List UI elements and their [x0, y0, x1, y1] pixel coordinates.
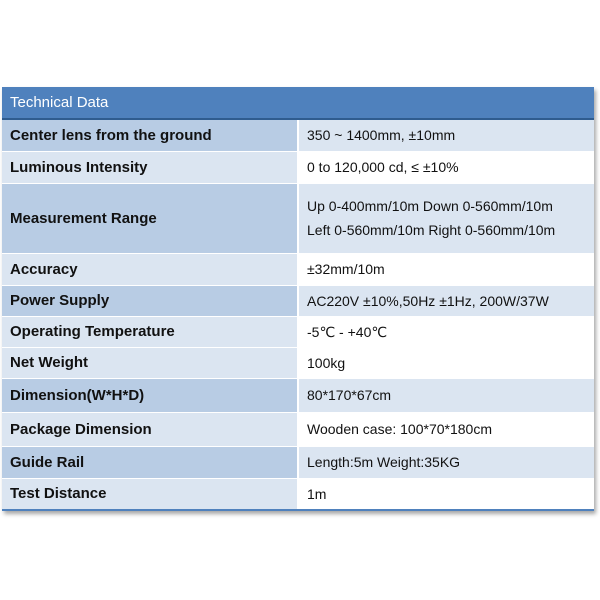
row-label-center-lens: Center lens from the ground	[2, 119, 298, 151]
row-label-accuracy: Accuracy	[2, 253, 298, 285]
row-label-test-distance: Test Distance	[2, 478, 298, 510]
row-label-guide-rail: Guide Rail	[2, 446, 298, 478]
table-row	[2, 446, 594, 478]
value-line: Left 0-560mm/10m Right 0-560mm/10m	[307, 222, 556, 238]
table-row	[2, 412, 594, 446]
table-row	[2, 151, 594, 183]
value-line: 0 to 120,000 cd, ≤ ±10%	[307, 159, 459, 175]
table-title: Technical Data	[2, 87, 594, 119]
row-label-package-dimension: Package Dimension	[2, 412, 298, 446]
row-value-net-weight	[298, 347, 594, 378]
value-line: -5℃ - +40℃	[307, 323, 388, 340]
technical-data-table	[2, 87, 594, 511]
value-line: Wooden case: 100*70*180cm	[307, 421, 492, 437]
table-row	[2, 183, 594, 253]
table-header-row	[2, 87, 594, 119]
row-value-measurement-range	[298, 183, 594, 253]
table-row	[2, 316, 594, 347]
row-value-luminous-intensity	[298, 151, 594, 183]
value-line: 80*170*67cm	[307, 387, 392, 403]
table-row	[2, 119, 594, 151]
value-line: 350 ~ 1400mm, ±10mm	[307, 127, 456, 144]
value-line: Length:5m Weight:35KG	[307, 454, 461, 470]
table-row	[2, 478, 594, 510]
table-row	[2, 285, 594, 316]
row-value-power-supply	[298, 285, 594, 316]
row-label-luminous-intensity: Luminous Intensity	[2, 151, 298, 183]
table-row	[2, 378, 594, 412]
row-label-dimension: Dimension(W*H*D)	[2, 378, 298, 412]
row-label-power-supply: Power Supply	[2, 285, 298, 316]
table-row	[2, 347, 594, 378]
row-value-test-distance	[298, 478, 594, 510]
row-label-operating-temperature: Operating Temperature	[2, 316, 298, 347]
value-line: AC220V ±10%,50Hz ±1Hz, 200W/37W	[307, 292, 549, 309]
row-value-center-lens	[298, 119, 594, 151]
row-value-accuracy	[298, 253, 594, 285]
table-row	[2, 253, 594, 285]
value-line: ±32mm/10m	[307, 261, 385, 277]
value-line: 1m	[307, 485, 327, 502]
row-value-dimension	[298, 378, 594, 412]
value-line: Up 0-400mm/10m Down 0-560mm/10m	[307, 198, 553, 214]
row-label-measurement-range: Measurement Range	[2, 183, 298, 253]
row-label-net-weight: Net Weight	[2, 347, 298, 378]
value-line: 100kg	[307, 354, 346, 371]
row-value-guide-rail	[298, 446, 594, 478]
row-value-operating-temperature	[298, 316, 594, 347]
row-value-package-dimension	[298, 412, 594, 446]
